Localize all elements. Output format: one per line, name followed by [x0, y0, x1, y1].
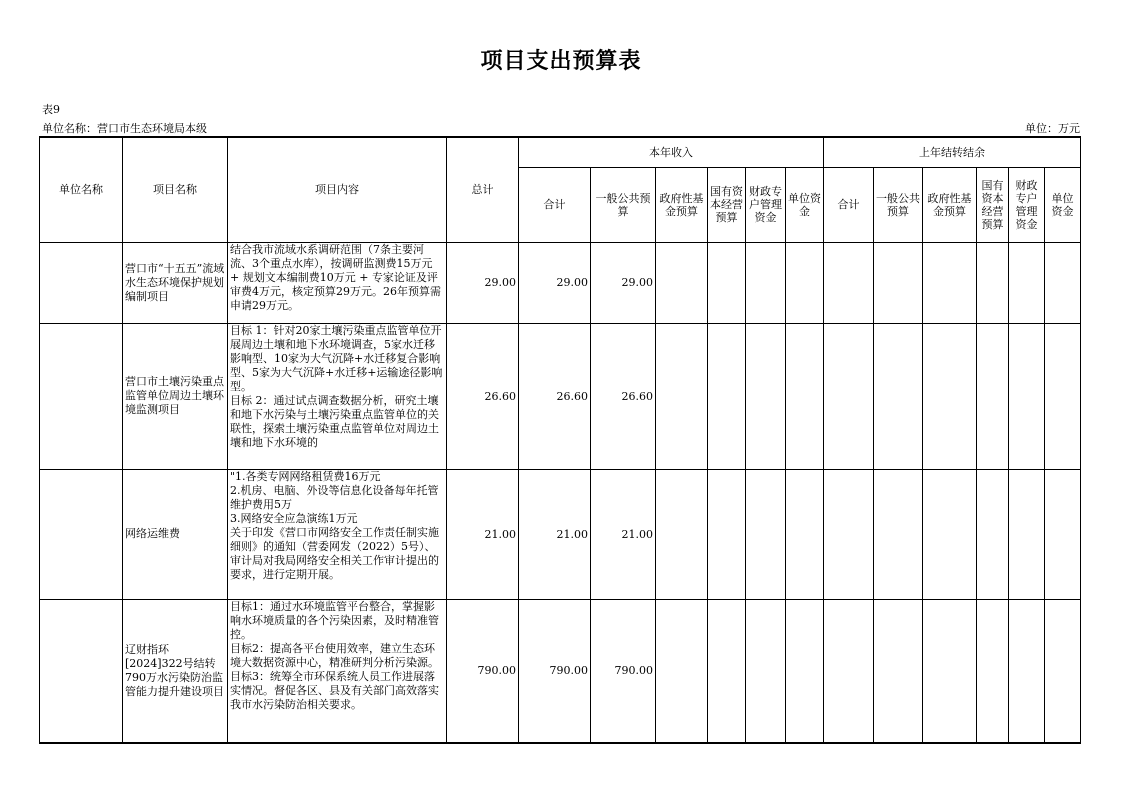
header-subtotal: 合计 — [519, 167, 591, 242]
header-project-content: 项目内容 — [228, 137, 447, 242]
page-title: 项目支出预算表 — [480, 49, 642, 74]
header-carryover-gov-fund: 政府性基金预算 — [923, 167, 977, 242]
header-fiscal-special: 财政专户管理资金 — [746, 167, 786, 242]
row-project-name: 辽财指环[2024]322号结转790万水污染防治监管能力提升建设项目 — [123, 599, 228, 743]
header-project-name: 项目名称 — [123, 137, 228, 242]
row-total: 29.00 — [447, 242, 519, 323]
header-gov-fund: 政府性基金预算 — [656, 167, 708, 242]
row-project-name: 营口市土壤污染重点监管单位周边土壤环境监测项目 — [123, 323, 228, 469]
header-carryover-fiscal-special: 财政专户管理资金 — [1009, 167, 1045, 242]
table-row — [40, 599, 1081, 743]
currency-unit-label: 单位：万元 — [1025, 122, 1080, 135]
header-carryover: 上年结转结余 — [824, 137, 1081, 167]
table-row — [40, 323, 1081, 469]
row-subtotal: 790.00 — [519, 599, 591, 743]
budget-table — [39, 136, 1081, 744]
header-general-budget: 一般公共预算 — [591, 167, 656, 242]
row-unit — [40, 599, 123, 743]
row-project-content: "1.各类专网网络租赁费16万元 2.机房、电脑、外设等信息化设备每年托管维护费用5万 3.网络安全应急演练1万元 关于印发《营口市网络安全工作责任制实施细则》的通知（营委网发（2022）5号）、审计局对我局网络安全相关工作审计提出的要求，进行定期开展。 — [228, 469, 447, 599]
header-unit-name: 单位名称 — [40, 137, 123, 242]
row-general-budget: 29.00 — [591, 242, 656, 323]
row-general-budget: 26.60 — [591, 323, 656, 469]
header-current-year-income: 本年收入 — [519, 137, 824, 167]
header-total: 总计 — [447, 137, 519, 242]
row-project-content: 结合我市流域水系调研范围（7条主要河流、3个重点水库），按调研监测费15万元 + 规划文本编制费10万元 + 专家论证及评审费4万元，核定预算29万元。26年预算需申请29万元。 — [228, 242, 447, 323]
table-row — [40, 242, 1081, 323]
row-unit — [40, 469, 123, 599]
table-row — [40, 469, 1081, 599]
header-carryover-subtotal: 合计 — [824, 167, 874, 242]
row-subtotal: 21.00 — [519, 469, 591, 599]
header-state-capital: 国有资本经营预算 — [708, 167, 746, 242]
row-total: 21.00 — [447, 469, 519, 599]
row-general-budget: 21.00 — [591, 469, 656, 599]
header-carryover-general-budget: 一般公共预算 — [874, 167, 923, 242]
row-general-budget: 790.00 — [591, 599, 656, 743]
header-carryover-state-capital: 国有资本经营预算 — [977, 167, 1009, 242]
row-subtotal: 26.60 — [519, 323, 591, 469]
row-project-name: 营口市“十五五”流域水生态环境保护规划编制项目 — [123, 242, 228, 323]
header-unit-fund: 单位资金 — [786, 167, 824, 242]
row-project-content: 目标1：通过水环境监管平台整合，掌握影响水环境质量的各个污染因素，及时精准管控。 目标2：提高各平台使用效率，建立生态环境大数据资源中心，精准研判分析污染源。 目标3：统筹全市环保系统人员工作进展落实情况。督促各区、县及有关部门高效落实我市水污染防治相关要求。 — [228, 599, 447, 743]
header-carryover-unit-fund: 单位资金 — [1045, 167, 1081, 242]
row-subtotal: 29.00 — [519, 242, 591, 323]
row-total: 790.00 — [447, 599, 519, 743]
row-project-content: 目标 1：针对20家土壤污染重点监管单位开展周边土壤和地下水环境调查，5家水迁移影响型、10家为大气沉降+水迁移复合影响型、5家为大气沉降+水迁移+运输途径影响型。 目标 2：通过试点调查数据分析，研究土壤和地下水污染与土壤污染重点监管单位的关联性，探索土壤污染重点监管单位对周边土壤和地下水环境的 — [228, 323, 447, 469]
unit-name-label: 单位名称：营口市生态环境局本级 — [42, 122, 207, 135]
row-unit — [40, 323, 123, 469]
row-project-name: 网络运维费 — [123, 469, 228, 599]
row-unit — [40, 242, 123, 323]
table-number: 表9 — [42, 103, 60, 116]
row-total: 26.60 — [447, 323, 519, 469]
